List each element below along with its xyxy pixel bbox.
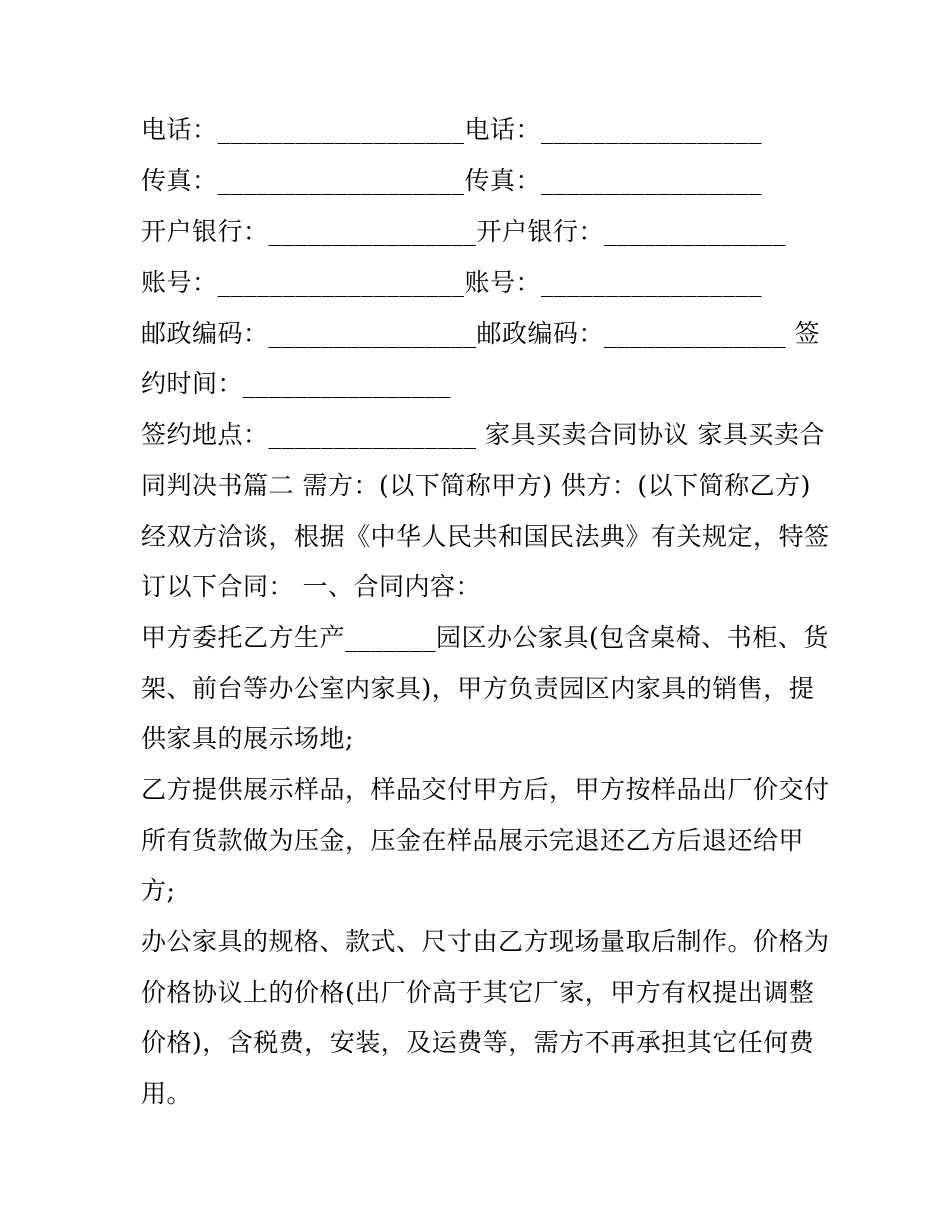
text-line-clause1-a: 甲方委托乙方生产_______园区办公家具(包含桌椅、书柜、货 [141, 623, 829, 652]
text-line-clause3-c: 价格)，含税费，安装，及运费等，需方不再承担其它任何费 [141, 1028, 815, 1057]
text-line-clause3-a: 办公家具的规格、款式、尺寸由乙方现场量取后制作。价格为 [141, 927, 830, 956]
text-line-section-heading: 订以下合同： 一、合同内容： [141, 572, 481, 601]
text-line-sign-time: 约时间：________________ [141, 369, 452, 398]
text-line-clause2-a: 乙方提供展示样品，样品交付甲方后，甲方按样品出厂价交付 [141, 775, 830, 804]
text-line-basis: 经双方洽谈，根据《中华人民共和国民法典》有关规定，特签 [141, 522, 830, 551]
text-line-clause3-d: 用。 [141, 1079, 193, 1108]
text-line-parties: 同判决书篇二 需方：(以下简称甲方) 供方：(以下简称乙方) [141, 471, 811, 500]
text-line-phone: 电话：___________________电话：_________________ [141, 115, 763, 144]
text-line-clause3-b: 价格协议上的价格(出厂价高于其它厂家，甲方有权提出调整 [141, 978, 815, 1007]
text-line-clause1-b: 架、前台等办公室内家具)，甲方负责园区内家具的销售，提 [141, 674, 815, 703]
text-line-bank: 开户银行：________________开户银行：______________ [141, 217, 787, 246]
text-line-clause2-c: 方; [141, 876, 176, 905]
text-line-account: 账号：___________________账号：_________________ [141, 268, 763, 297]
text-line-clause2-b: 所有货款做为压金，压金在样品展示完退还乙方后退还给甲 [141, 826, 805, 855]
text-line-clause1-c: 供家具的展示场地; [141, 724, 354, 753]
text-line-fax: 传真：___________________传真：_________________ [141, 166, 763, 195]
text-line-postcode: 邮政编码：________________邮政编码：______________ 签 [141, 319, 820, 348]
text-line-sign-place: 签约地点：________________ 家具买卖合同协议 家具买卖合 [141, 420, 825, 449]
